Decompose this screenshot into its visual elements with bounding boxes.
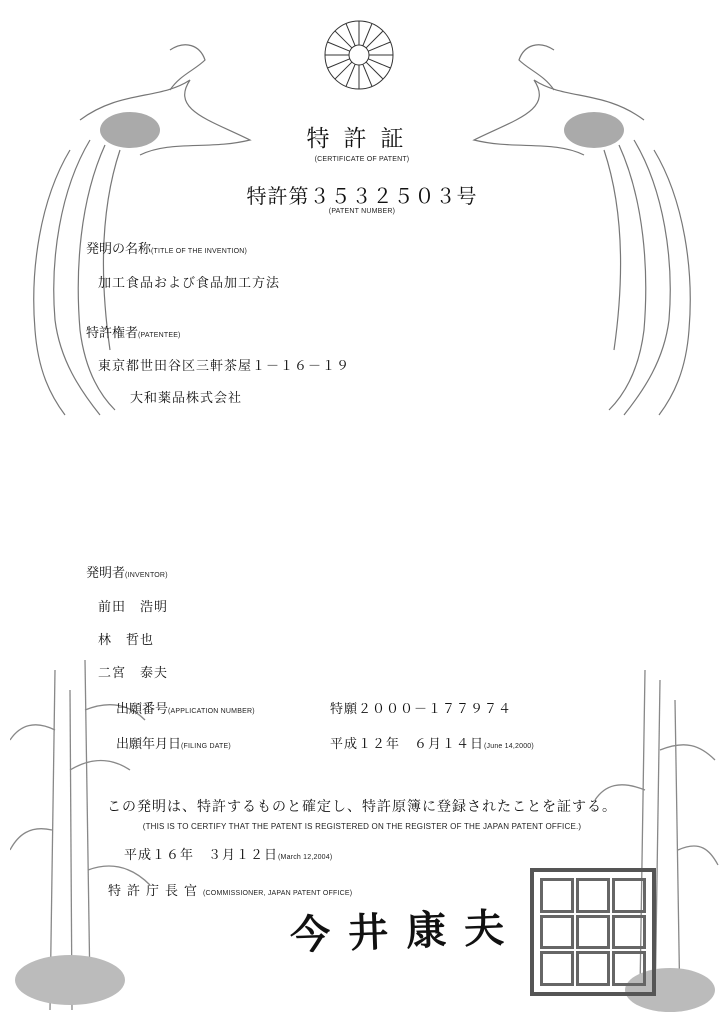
inventor-label xyxy=(86,562,168,581)
certificate-title: 特許証 xyxy=(306,126,418,152)
commissioner-label-jp: 特許庁長官 xyxy=(108,884,204,899)
invention-label-jp: 発明の名称 xyxy=(86,242,152,257)
invention-title: 加工食品および食品加工方法 xyxy=(98,276,281,291)
filing-date-en: (June 14,2000) xyxy=(484,743,534,750)
certificate-title-en: (CERTIFICATE OF PATENT) xyxy=(314,156,410,163)
official-seal-stamp xyxy=(530,868,656,996)
inventor-label-jp: 発明者 xyxy=(86,566,126,581)
inventor-name: 二宮 泰夫 xyxy=(98,666,169,681)
application-label xyxy=(116,698,255,717)
application-label-en: (APPLICATION NUMBER) xyxy=(168,708,255,715)
patentee-label xyxy=(86,322,181,341)
phoenix-right-icon xyxy=(464,30,704,420)
patentee-label-en: (PATENTEE) xyxy=(138,332,181,339)
application-number: 特願２０００－１７７９７４ xyxy=(330,702,513,717)
certification-statement-en: (THIS IS TO CERTIFY THAT THE PATENT IS REGISTERED ON THE REGISTER OF THE JAPAN PATENT OFFICE.) xyxy=(142,822,582,831)
patent-number: 特許第３５３２５０３号 xyxy=(246,184,478,208)
filing-label-jp: 出願年月日 xyxy=(116,737,182,752)
invention-label-en: (TITLE OF THE INVENTION) xyxy=(151,248,248,255)
inventor-name: 前田 浩明 xyxy=(98,600,169,615)
patentee-name: 大和薬品株式会社 xyxy=(130,391,243,406)
inventor-name: 林 哲也 xyxy=(98,633,155,648)
filing-date xyxy=(330,733,534,752)
commissioner-signature: 今井康夫 xyxy=(289,903,523,960)
filing-label xyxy=(116,733,231,752)
chrysanthemum-emblem xyxy=(322,18,396,92)
commissioner-label xyxy=(108,880,352,899)
filing-label-en: (FILING DATE) xyxy=(181,743,231,750)
patentee-address: 東京都世田谷区三軒茶屋１－１６－１９ xyxy=(98,359,351,374)
issue-date-en: (March 12,2004) xyxy=(278,854,333,861)
issue-date xyxy=(124,844,332,863)
patentee-label-jp: 特許権者 xyxy=(86,326,139,341)
commissioner-label-en: (COMMISSIONER, JAPAN PATENT OFFICE) xyxy=(203,890,353,897)
patent-number-en: (PATENT NUMBER) xyxy=(328,208,396,215)
filing-date-jp: 平成１２年 ６月１４日 xyxy=(330,737,485,752)
invention-label xyxy=(86,238,247,257)
application-label-jp: 出願番号 xyxy=(116,702,169,717)
certification-statement: この発明は、特許するものと確定し、特許原簿に登録されたことを証する。 xyxy=(107,799,617,815)
issue-date-jp: 平成１６年 ３月１２日 xyxy=(124,848,279,863)
inventor-label-en: (INVENTOR) xyxy=(125,572,168,579)
